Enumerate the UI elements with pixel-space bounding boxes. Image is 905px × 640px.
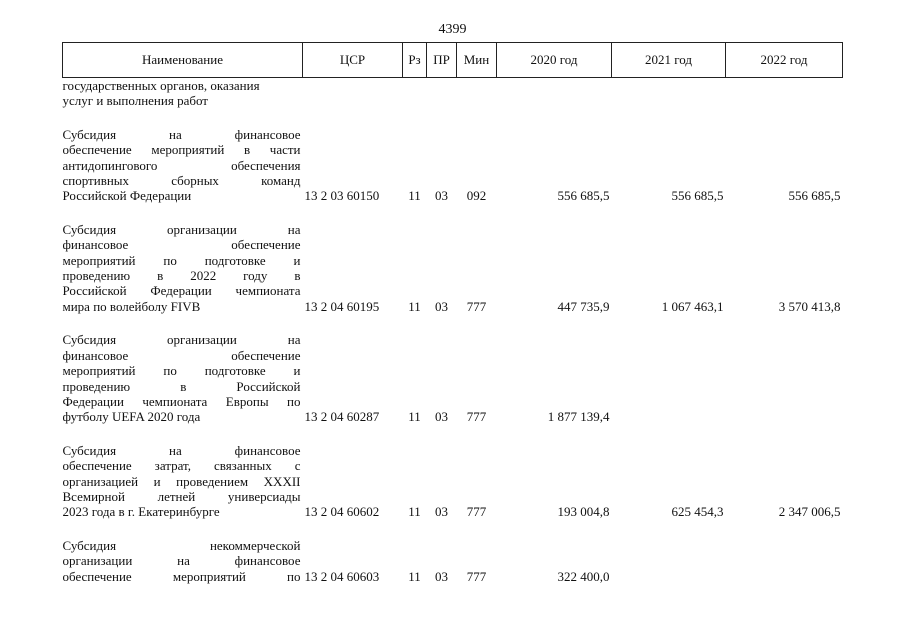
row-name-line: обеспечение мероприятий в части bbox=[62, 142, 301, 158]
budget-table bbox=[62, 42, 843, 584]
row-csr: 13 2 04 60603 bbox=[304, 568, 380, 584]
row-value-2020: 193 004,8 bbox=[557, 504, 610, 520]
row-name bbox=[63, 222, 303, 314]
row-pr: 03 bbox=[435, 409, 448, 425]
row-csr: 13 2 03 60150 bbox=[304, 188, 380, 204]
row-min: 777 bbox=[466, 504, 487, 520]
table-body bbox=[63, 78, 843, 584]
row-min: 777 bbox=[466, 568, 487, 584]
row-min: 777 bbox=[466, 298, 487, 314]
table-row bbox=[63, 538, 843, 584]
row-name bbox=[63, 78, 303, 109]
row-name-line: организации на финансовое bbox=[62, 553, 301, 569]
row-rz: 11 bbox=[408, 298, 421, 314]
row-value-2021 bbox=[612, 538, 726, 584]
table-header-row bbox=[63, 43, 843, 78]
header-csr: ЦСР bbox=[303, 43, 403, 78]
row-value-2022 bbox=[726, 538, 843, 584]
table-row bbox=[63, 78, 843, 109]
row-value-2022: 2 347 006,5 bbox=[778, 504, 841, 520]
row-csr: 13 2 04 60195 bbox=[304, 298, 380, 314]
row-name-line: обеспечение мероприятий по bbox=[62, 568, 301, 584]
row-name-line: Субсидия некоммерческой bbox=[62, 537, 301, 553]
table-row bbox=[63, 443, 843, 520]
row-value-2022: 556 685,5 bbox=[788, 188, 841, 204]
row-spacer bbox=[63, 520, 843, 538]
row-name-line: мероприятий по подготовке и bbox=[62, 363, 301, 379]
header-2021: 2021 год bbox=[612, 43, 726, 78]
row-value-2022 bbox=[726, 332, 843, 424]
row-name bbox=[63, 538, 303, 584]
row-name-line: организацией и проведением XXXII bbox=[62, 473, 301, 489]
row-value-2020: 447 735,9 bbox=[557, 298, 610, 314]
header-2022: 2022 год bbox=[726, 43, 843, 78]
row-value-2020: 322 400,0 bbox=[557, 568, 610, 584]
row-spacer-cell bbox=[63, 425, 843, 443]
table-row bbox=[63, 127, 843, 204]
row-value-2020 bbox=[497, 78, 612, 109]
row-value-2020: 1 877 139,4 bbox=[547, 409, 610, 425]
row-value-2021 bbox=[612, 78, 726, 109]
header-min: Мин bbox=[457, 43, 497, 78]
header-pr: ПР bbox=[427, 43, 457, 78]
row-min: 092 bbox=[466, 188, 487, 204]
row-value-2022: 3 570 413,8 bbox=[778, 298, 841, 314]
row-name-line: финансовое обеспечение bbox=[62, 237, 301, 253]
row-name-line: услуг и выполнения работ bbox=[62, 93, 208, 109]
row-pr: 03 bbox=[435, 298, 448, 314]
row-name-line: проведению в Российской bbox=[62, 378, 301, 394]
row-name-line: антидопингового обеспечения bbox=[62, 157, 301, 173]
row-spacer bbox=[63, 314, 843, 332]
row-name-line: футболу UEFA 2020 года bbox=[62, 409, 201, 425]
row-csr: 13 2 04 60602 bbox=[304, 504, 380, 520]
row-name bbox=[63, 443, 303, 520]
row-csr bbox=[303, 78, 403, 109]
row-value-2021 bbox=[612, 332, 726, 424]
row-min bbox=[457, 78, 497, 109]
row-name-line: Субсидия на финансовое bbox=[62, 442, 301, 458]
row-pr: 03 bbox=[435, 568, 448, 584]
row-name-line: Всемирной летней универсиады bbox=[62, 488, 301, 504]
row-name-line: обеспечение затрат, связанных с bbox=[62, 458, 301, 474]
page-number: 4399 bbox=[438, 22, 467, 37]
row-pr: 03 bbox=[435, 504, 448, 520]
row-name bbox=[63, 127, 303, 204]
row-name-line: Федерации чемпионата Европы по bbox=[62, 393, 301, 409]
row-spacer bbox=[63, 425, 843, 443]
row-pr: 03 bbox=[435, 188, 448, 204]
row-rz: 11 bbox=[408, 188, 421, 204]
row-name-line: Российской Федерации чемпионата bbox=[62, 283, 301, 299]
row-value-2020: 556 685,5 bbox=[557, 188, 610, 204]
row-value-2022 bbox=[726, 78, 843, 109]
row-pr bbox=[427, 78, 457, 109]
row-spacer-cell bbox=[63, 204, 843, 222]
row-name-line: Субсидия организации на bbox=[62, 221, 301, 237]
row-name-line: государственных органов, оказания bbox=[62, 78, 260, 93]
table-row bbox=[63, 332, 843, 424]
row-name bbox=[63, 332, 303, 424]
header-2020: 2020 год bbox=[497, 43, 612, 78]
row-rz: 11 bbox=[408, 568, 421, 584]
row-spacer bbox=[63, 109, 843, 127]
row-name-line: Субсидия организации на bbox=[62, 332, 301, 348]
row-spacer-cell bbox=[63, 520, 843, 538]
row-name-line: проведению в 2022 году в bbox=[62, 268, 301, 284]
row-rz bbox=[403, 78, 427, 109]
table-row bbox=[63, 222, 843, 314]
row-name-line: Субсидия на финансовое bbox=[62, 126, 301, 142]
row-rz: 11 bbox=[408, 504, 421, 520]
row-min: 777 bbox=[466, 409, 487, 425]
header-rz: Рз bbox=[403, 43, 427, 78]
row-name-line: мира по волейболу FIVB bbox=[62, 298, 201, 314]
row-value-2021: 625 454,3 bbox=[671, 504, 724, 520]
header-name: Наименование bbox=[63, 43, 303, 78]
row-spacer bbox=[63, 204, 843, 222]
row-value-2021: 1 067 463,1 bbox=[661, 298, 724, 314]
row-name-line: мероприятий по подготовке и bbox=[62, 252, 301, 268]
row-spacer-cell bbox=[63, 109, 843, 127]
row-value-2021: 556 685,5 bbox=[671, 188, 724, 204]
row-csr: 13 2 04 60287 bbox=[304, 409, 380, 425]
row-name-line: 2023 года в г. Екатеринбурге bbox=[62, 504, 220, 520]
row-name-line: финансовое обеспечение bbox=[62, 347, 301, 363]
row-name-line: Российской Федерации bbox=[62, 188, 192, 204]
row-spacer-cell bbox=[63, 314, 843, 332]
row-name-line: спортивных сборных команд bbox=[62, 173, 301, 189]
row-rz: 11 bbox=[408, 409, 421, 425]
